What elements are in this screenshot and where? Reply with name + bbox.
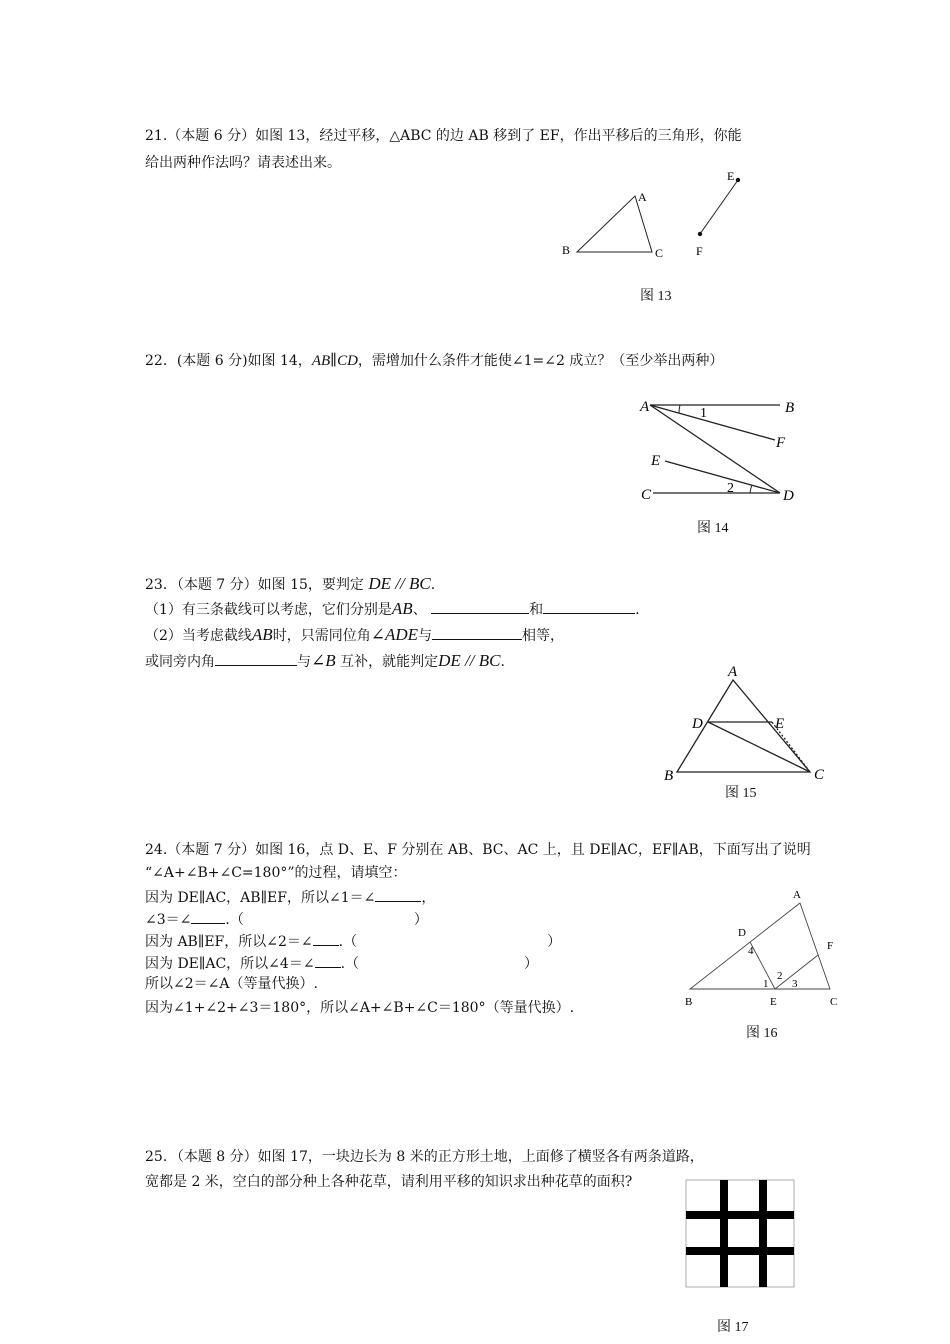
q23-blank-2[interactable] <box>543 599 635 614</box>
q23-l4-with: 与 <box>297 654 311 670</box>
q25-line1: 25．（本题 8 分）如图 17，一块边长为 8 米的正方形土地，上面修了横竖各有两条道路， <box>145 1149 704 1165</box>
q23-l4-mid: 互补，就能判定 <box>340 654 439 670</box>
figure-16-caption: 图 16 <box>746 1026 778 1041</box>
figure-16 <box>680 885 845 1010</box>
label-a: A <box>793 889 801 901</box>
q24-line2: “∠A+∠B+∠C=180°”的过程，请填空： <box>145 865 407 881</box>
q24-blank-4[interactable] <box>315 953 341 968</box>
label-f: F <box>696 244 703 258</box>
q23-l4-prefix: 或同旁内角 <box>145 654 215 670</box>
figure-14 <box>635 395 815 510</box>
label-d: D <box>692 716 703 732</box>
label-a: A <box>638 190 647 204</box>
q23-l2-and: 和 <box>529 602 544 618</box>
figure-15 <box>660 662 840 787</box>
q24-line6-end: ） <box>524 956 539 972</box>
line-ad <box>650 405 780 493</box>
angle-4-label: 4 <box>748 945 754 957</box>
label-f: F <box>827 940 834 952</box>
label-c: C <box>641 487 652 503</box>
point-e <box>736 178 740 182</box>
q23-l1-expr: DE // BC <box>368 574 431 593</box>
q23-l2-sep: 、 <box>412 602 427 618</box>
figure-14-caption: 图 14 <box>697 521 729 536</box>
q23-l1-prefix: 23．（本题 7 分）如图 15，要判定 <box>145 577 364 593</box>
square-field <box>686 1180 794 1287</box>
q23-l3-expr: AB <box>251 625 273 644</box>
q23-l4-angle: ∠B <box>311 651 336 670</box>
q24-line8: 因为∠1+∠2+∠3＝180°，所以∠A+∠B+∠C＝180°（等量代换）. <box>145 1000 575 1016</box>
label-e: E <box>651 453 661 469</box>
label-d: D <box>783 488 794 504</box>
q24-line4-mid: .（ <box>225 912 244 928</box>
q23-l4-end: . <box>500 654 505 670</box>
q23-l3-with: 与 <box>418 628 432 644</box>
q24-line4 <box>145 909 428 929</box>
label-f: F <box>776 435 786 451</box>
angle-1-arc <box>679 405 680 413</box>
q23-blank-1[interactable] <box>431 599 529 614</box>
triangle-abc <box>577 196 652 252</box>
q21-line2: 给出两种作法吗？请表述出来。 <box>145 155 341 171</box>
q21-line1: 21.（本题 6 分）如图 13，经过平移，△ABC 的边 AB 移到了 EF，作出平移后的三角形，你能 <box>145 128 742 144</box>
point-f <box>698 232 702 236</box>
segment-ef <box>700 180 738 234</box>
label-d: D <box>738 927 746 939</box>
angle-1-label: 1 <box>700 406 707 421</box>
label-a: A <box>728 664 738 680</box>
q22-prefix: 22．(本题 6 分)如图 14， <box>145 353 312 369</box>
q23-l2-prefix: （1）有三条截线可以考虑，它们分别是 <box>145 602 392 618</box>
q23-line1 <box>145 575 435 594</box>
q23-blank-3[interactable] <box>432 625 522 640</box>
label-e: E <box>727 169 735 183</box>
label-b: B <box>562 243 571 257</box>
q23-l3-mid: 时，只需同位角 <box>272 628 371 644</box>
road-vertical-1 <box>720 1180 728 1287</box>
q23-l2-end: . <box>635 602 640 618</box>
q24-line4-end: ） <box>413 912 428 928</box>
angle-1-label: 1 <box>763 978 769 990</box>
q22-expr: AB∥CD <box>311 353 358 369</box>
line-af <box>650 405 775 440</box>
figure-13 <box>555 168 755 268</box>
road-horizontal-2 <box>686 1247 794 1255</box>
q24-line6 <box>145 953 538 973</box>
figure-13-caption: 图 13 <box>640 289 672 304</box>
q24-line3-end: ， <box>421 890 436 906</box>
q23-l3-angle: ∠ADE <box>370 625 418 644</box>
q24-line5 <box>145 931 561 951</box>
q23-l3-end: 相等， <box>522 628 564 644</box>
label-b: B <box>785 400 795 416</box>
figure-15-caption: 图 15 <box>725 786 757 801</box>
label-b: B <box>685 996 693 1008</box>
q25-line2: 宽都是 2 米，空白的部分种上各种花草，请利用平移的知识求出种花草的面积? <box>145 1174 633 1190</box>
q24-line5-mid: .（ <box>338 934 358 950</box>
q23-line4 <box>145 651 505 671</box>
triangle-abc <box>690 903 830 989</box>
road-vertical-2 <box>759 1180 767 1287</box>
label-c: C <box>655 246 664 260</box>
figure-17-caption: 图 17 <box>717 1320 749 1335</box>
q23-blank-4[interactable] <box>215 651 297 666</box>
figure-17 <box>685 1180 795 1288</box>
q24-blank-1[interactable] <box>375 887 421 902</box>
q23-line3 <box>145 625 564 645</box>
label-e: E <box>775 716 785 732</box>
q24-line7: 所以∠2＝∠A（等量代换）. <box>145 976 318 992</box>
angle-2-label: 2 <box>777 970 783 982</box>
q23-l2-expr: AB <box>391 599 413 618</box>
q24-line1: 24.（本题 7 分）如图 16，点 D、E、F 分别在 AB、BC、AC 上，且 DE∥AC，EF∥AB，下面写出了说明 <box>145 842 811 858</box>
label-b: B <box>664 768 674 784</box>
q22-suffix: ，需增加什么条件才能使∠1=∠2 成立？（至少举出两种） <box>357 353 724 369</box>
label-c: C <box>830 996 838 1008</box>
label-e: E <box>770 996 777 1008</box>
q24-line3 <box>145 887 435 907</box>
q22-line <box>145 352 723 370</box>
q24-blank-3[interactable] <box>313 931 339 946</box>
angle-2-label: 2 <box>727 481 734 496</box>
q24-line4-text: ∠3＝∠ <box>145 912 192 928</box>
q24-line6-mid: .（ <box>340 956 360 972</box>
q23-l1-end: . <box>430 577 436 593</box>
road-horizontal-1 <box>686 1211 794 1219</box>
angle-3-label: 3 <box>792 978 798 990</box>
q24-blank-2[interactable] <box>191 909 225 924</box>
q24-line3-text: 因为 DE∥AC，AB∥EF，所以∠1＝∠ <box>145 890 376 906</box>
q23-l3-prefix: （2）当考虑截线 <box>145 628 252 644</box>
q23-l4-expr: DE // BC <box>438 651 501 670</box>
label-c: C <box>814 767 825 783</box>
q24-line6-text: 因为 DE∥AC，所以∠4＝∠ <box>145 956 315 972</box>
line-dc <box>708 722 810 772</box>
angle-2-arc <box>750 485 752 493</box>
q24-line5-end: ） <box>547 934 562 950</box>
q23-line2 <box>145 599 640 619</box>
q24-line5-text: 因为 AB∥EF，所以∠2＝∠ <box>145 934 313 950</box>
line-ed <box>665 461 780 493</box>
label-a: A <box>640 399 650 415</box>
